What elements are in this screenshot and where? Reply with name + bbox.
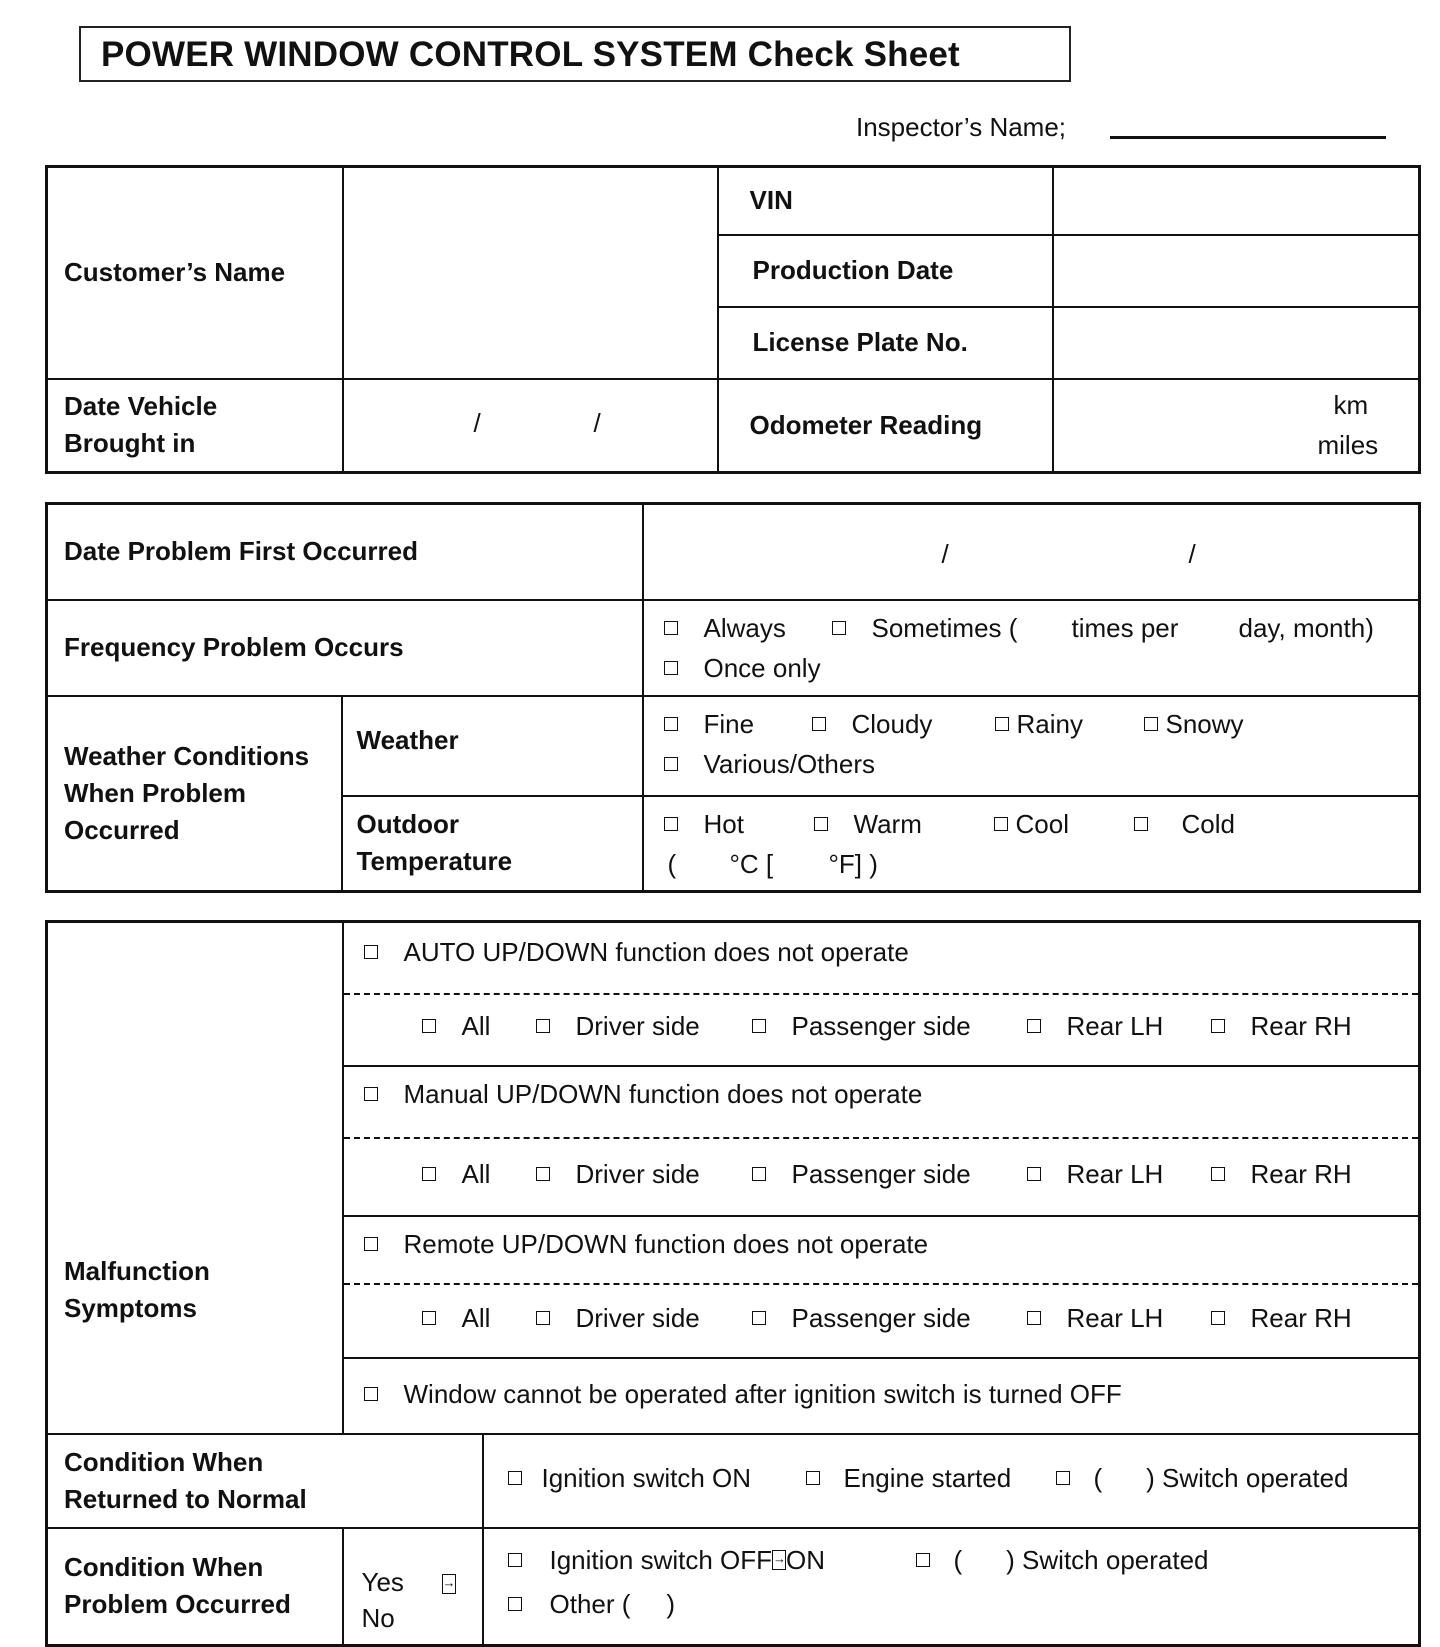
weather-label: Weather — [342, 696, 643, 796]
license-plate-label: License Plate No. — [718, 307, 1053, 379]
problem-occurred-label: Condition When Problem Occurred — [47, 1528, 343, 1646]
inspector-name-label: Inspector’s Name; — [856, 112, 1067, 142]
dashed-divider — [344, 1283, 1419, 1285]
arrow-icon: → — [772, 1550, 786, 1570]
freq-day-month: day, month) — [1238, 612, 1374, 643]
auto-rear-lh-option[interactable]: Rear LH — [1027, 1011, 1164, 1042]
auto-updown-option[interactable]: AUTO UP/DOWN function does not operate — [364, 937, 909, 968]
vin-field[interactable] — [1053, 167, 1420, 235]
checkbox-icon — [536, 1019, 550, 1033]
odometer-field[interactable] — [1053, 379, 1420, 473]
returned-to-normal-options — [483, 1434, 1420, 1528]
vehicle-info-table — [45, 165, 1421, 474]
normal-engine-option[interactable]: Engine started — [806, 1463, 1012, 1494]
checkbox-icon — [536, 1311, 550, 1325]
window-off-group — [343, 1358, 1420, 1434]
temp-cool-option[interactable]: Cool — [994, 809, 1069, 840]
remote-all-option[interactable]: All — [422, 1303, 491, 1334]
returned-to-normal-label: Condition When Returned to Normal — [47, 1434, 483, 1528]
checkbox-icon — [1056, 1471, 1070, 1485]
manual-driver-option[interactable]: Driver side — [536, 1159, 700, 1190]
remote-rear-lh-option[interactable]: Rear LH — [1027, 1303, 1164, 1334]
auto-passenger-option[interactable]: Passenger side — [752, 1011, 971, 1042]
remote-updown-group — [343, 1216, 1420, 1358]
manual-updown-group — [343, 1066, 1420, 1216]
date-slash: / — [473, 407, 481, 438]
production-date-field[interactable] — [1053, 235, 1420, 307]
occurred-ign-option[interactable]: Ignition switch OFF→ON — [508, 1545, 826, 1576]
checkbox-icon — [1027, 1167, 1041, 1181]
checkbox-icon — [1211, 1167, 1225, 1181]
yes-no-cell — [343, 1528, 483, 1646]
vin-label: VIN — [718, 167, 1053, 235]
remote-driver-option[interactable]: Driver side — [536, 1303, 700, 1334]
date-slash: / — [1188, 539, 1196, 569]
temp-celsius: °C [ — [729, 848, 774, 879]
remote-passenger-option[interactable]: Passenger side — [752, 1303, 971, 1334]
checkbox-icon — [508, 1553, 522, 1567]
page-title-box — [79, 26, 1071, 82]
auto-driver-option[interactable]: Driver side — [536, 1011, 700, 1042]
checkbox-icon — [508, 1597, 522, 1611]
problem-conditions-table — [45, 502, 1421, 893]
checkbox-icon — [664, 757, 678, 771]
weather-snowy-option[interactable]: Snowy — [1144, 709, 1244, 740]
temp-warm-option[interactable]: Warm — [814, 809, 922, 840]
date-brought-in-label: Date Vehicle Brought in — [47, 379, 343, 473]
checkbox-icon — [364, 945, 378, 959]
checkbox-icon — [422, 1019, 436, 1033]
malfunction-table — [45, 920, 1421, 1647]
freq-times-per: times per — [1071, 612, 1179, 643]
occurred-switch-option[interactable]: ( ) Switch operated — [916, 1545, 1209, 1576]
no-option[interactable]: No — [361, 1602, 395, 1633]
yes-option[interactable]: Yes — [361, 1566, 404, 1597]
date-slash: / — [941, 539, 949, 569]
checkbox-icon — [664, 621, 678, 635]
normal-switch-option[interactable]: ( ) Switch operated — [1056, 1463, 1349, 1494]
arrow-icon: → — [442, 1569, 456, 1600]
temp-open-paren: ( — [667, 848, 677, 879]
checkbox-icon — [832, 621, 846, 635]
checkbox-icon — [1211, 1019, 1225, 1033]
dashed-divider — [344, 993, 1419, 995]
manual-rear-rh-option[interactable]: Rear RH — [1211, 1159, 1352, 1190]
frequency-label: Frequency Problem Occurs — [47, 600, 643, 696]
checkbox-icon — [536, 1167, 550, 1181]
checkbox-icon — [752, 1019, 766, 1033]
checkbox-icon — [752, 1311, 766, 1325]
inspector-name-field[interactable] — [1110, 136, 1386, 139]
odometer-label: Odometer Reading — [718, 379, 1053, 473]
weather-various-option[interactable]: Various/Others — [664, 749, 875, 780]
remote-updown-option[interactable]: Remote UP/DOWN function does not operate — [364, 1229, 929, 1260]
checkbox-icon — [806, 1471, 820, 1485]
auto-all-option[interactable]: All — [422, 1011, 491, 1042]
checkbox-icon — [1027, 1019, 1041, 1033]
checkbox-icon — [422, 1311, 436, 1325]
weather-fine-option[interactable]: Fine — [664, 709, 755, 740]
temp-cold-option[interactable]: Cold — [1134, 809, 1235, 840]
weather-options — [643, 696, 1420, 796]
freq-once-option[interactable]: Once only — [664, 653, 821, 684]
checkbox-icon — [364, 1237, 378, 1251]
checkbox-icon — [1211, 1311, 1225, 1325]
checkbox-icon — [664, 661, 678, 675]
weather-conditions-label: Weather Conditions When Problem Occurred — [47, 696, 342, 892]
freq-sometimes-option[interactable]: Sometimes ( — [832, 613, 1018, 644]
checkbox-icon — [1134, 817, 1148, 831]
checkbox-icon — [422, 1167, 436, 1181]
checkbox-icon — [814, 817, 828, 831]
occurred-other-option[interactable]: Other ( ) — [508, 1589, 676, 1620]
dashed-divider — [344, 1137, 1419, 1139]
production-date-label: Production Date — [718, 235, 1053, 307]
problem-occurred-options — [483, 1528, 1420, 1646]
checkbox-icon — [812, 717, 826, 731]
checkbox-icon — [508, 1471, 522, 1485]
auto-rear-rh-option[interactable]: Rear RH — [1211, 1011, 1352, 1042]
manual-all-option[interactable]: All — [422, 1159, 491, 1190]
date-first-occurred-label: Date Problem First Occurred — [47, 504, 643, 600]
weather-rainy-option[interactable]: Rainy — [995, 709, 1083, 740]
weather-cloudy-option[interactable]: Cloudy — [812, 709, 933, 740]
date-first-occurred-field[interactable] — [643, 504, 1420, 600]
temperature-options — [643, 796, 1420, 892]
customer-name-label: Customer’s Name — [47, 167, 343, 379]
checkbox-icon — [1027, 1311, 1041, 1325]
checkbox-icon — [752, 1167, 766, 1181]
malfunction-label: Malfunction Symptoms — [47, 922, 343, 1434]
checkbox-icon — [995, 717, 1009, 731]
normal-ign-on-option[interactable]: Ignition switch ON — [508, 1463, 752, 1494]
temp-hot-option[interactable]: Hot — [664, 809, 744, 840]
checkbox-icon — [364, 1387, 378, 1401]
checkbox-icon — [664, 717, 678, 731]
km-unit: km — [1333, 389, 1369, 420]
date-brought-in-field[interactable] — [343, 379, 718, 473]
freq-always-option[interactable]: Always — [664, 613, 786, 644]
outdoor-temperature-label: Outdoor Temperature — [342, 796, 643, 892]
checkbox-icon — [916, 1553, 930, 1567]
date-slash: / — [593, 407, 601, 438]
manual-rear-lh-option[interactable]: Rear LH — [1027, 1159, 1164, 1190]
license-plate-field[interactable] — [1053, 307, 1420, 379]
checkbox-icon — [994, 817, 1008, 831]
temp-fahrenheit: °F] ) — [828, 848, 878, 879]
remote-rear-rh-option[interactable]: Rear RH — [1211, 1303, 1352, 1334]
window-off-option[interactable]: Window cannot be operated after ignition switch is turned OFF — [364, 1379, 1122, 1410]
checkbox-icon — [664, 817, 678, 831]
auto-updown-group — [343, 922, 1420, 1066]
frequency-options — [643, 600, 1420, 696]
customer-name-field[interactable] — [343, 167, 718, 379]
manual-passenger-option[interactable]: Passenger side — [752, 1159, 971, 1190]
miles-unit: miles — [1317, 429, 1379, 460]
checkbox-icon — [364, 1087, 378, 1101]
manual-updown-option[interactable]: Manual UP/DOWN function does not operate — [364, 1079, 923, 1110]
checkbox-icon — [1144, 717, 1158, 731]
page-title: POWER WINDOW CONTROL SYSTEM Check Sheet — [101, 35, 960, 74]
